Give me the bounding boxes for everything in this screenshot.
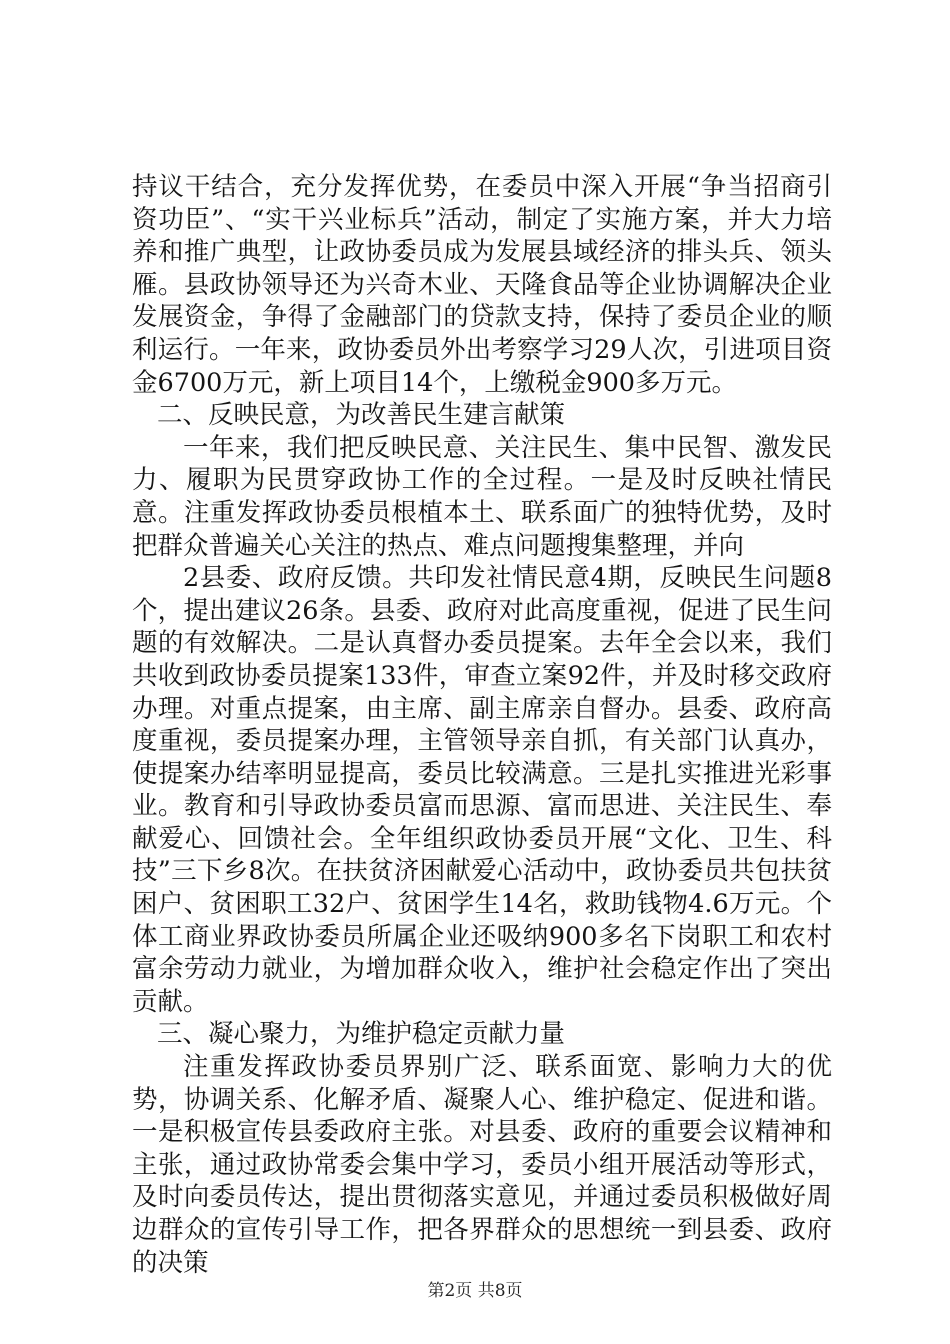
section-heading-3: 三、凝心聚力，为维护稳定贡献力量 (157, 1019, 566, 1050)
paragraph-feedback: 2县委、政府反馈。共印发社情民意4期，反映民生问题8个，提出建议26条。县委、政府对此高度重视，促进了民生问题的有效解决。二是认真督办委员提案。去年全会以来，我们共收到政协委员提案133件，审查立案92件，并及时移交政府办理。对重点提案，由主席、副主席亲自督办。县委、政府高度重视，委员提案办理，主管领导亲自抓，有关部门认真办，使提案办结率明显提高，委员比较满意。三是扎实推进光彩事业。教育和引导政协委员富而思源、富而思进、关注民生、奉献爱心、回馈社会。全年组织政协委员开展“文化、卫生、科技”三下乡8次。在扶贫济困献爱心活动中，政协委员共包扶贫困户、贫困职工32户、贫困学生14名，救助钱物4.6万元。个体工商业界政协委员所属企业还吸纳900多名下岗职工和农村富余劳动力就业，为增加群众收入，维护社会稳定作出了突出贡献。 (132, 563, 832, 1017)
paragraph-continuation: 持议干结合，充分发挥优势，在委员中深入开展“争当招商引资功臣”、“实干兴业标兵”活动，制定了实施方案，并大力培养和推广典型，让政协委员成为发展县域经济的排头兵、领头雁。县政协领导还为兴奇木业、天隆食品等企业协调解决企业发展资金，争得了金融部门的贷款支持，保持了委员企业的顺利运行。一年来，政协委员外出考察学习29人次，引进项目资金6700万元，新上项目14个，上缴税金900多万元。 (132, 172, 832, 398)
page-number: 第2页 共8页 (427, 1281, 523, 1301)
page-footer (0, 1276, 950, 1301)
section-heading-2: 二、反映民意，为改善民生建言献策 (157, 400, 566, 431)
paragraph-stability: 注重发挥政协委员界别广泛、联系面宽、影响力大的优势，协调关系、化解矛盾、凝聚人心、维护稳定、促进和谐。一是积极宣传县委政府主张。对县委、政府的重要会议精神和主张，通过政协常委会集中学习，委员小组开展活动等形式，及时向委员传达，提出贯彻落实意见，并通过委员积极做好周边群众的宣传引导工作，把各界群众的思想统一到县委、政府的决策 (132, 1052, 832, 1278)
paragraph-public-opinion: 一年来，我们把反映民意、关注民生、集中民智、激发民力、履职为民贯穿政协工作的全过程。一是及时反映社情民意。注重发挥政协委员根植本土、联系面广的独特优势，及时把群众普遍关心关注的热点、难点问题搜集整理，并向 (132, 432, 832, 561)
document-body (132, 171, 832, 1279)
